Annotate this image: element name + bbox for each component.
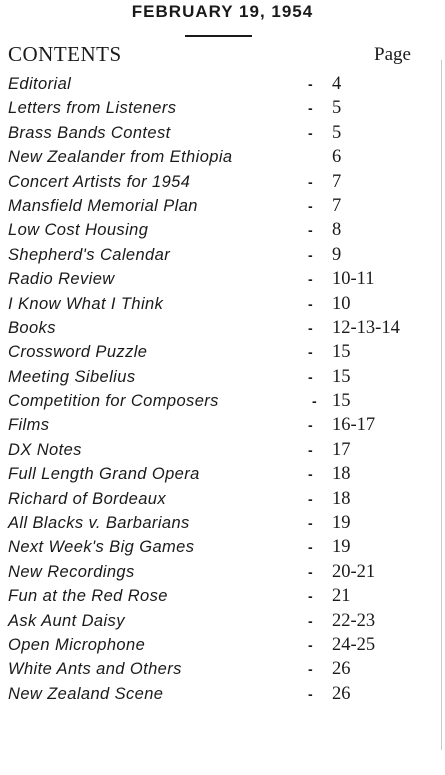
entry-page: 20-21	[332, 561, 376, 582]
toc-entry[interactable]	[8, 438, 445, 462]
entry-dash: -	[308, 636, 313, 653]
entry-title: Crossword Puzzle	[8, 343, 148, 362]
entry-title: DX Notes	[8, 440, 82, 459]
entry-page: 15	[332, 391, 351, 412]
entry-title: Competition for Composers	[8, 392, 219, 411]
entry-title: Low Cost Housing	[8, 221, 149, 240]
entry-title: New Zealander from Ethiopia	[8, 148, 233, 167]
entry-page: 18	[332, 464, 351, 485]
toc-entry[interactable]	[8, 316, 445, 340]
entry-title: New Zealand Scene	[8, 684, 164, 703]
entry-title: I Know What I Think	[8, 294, 164, 313]
entry-dash: -	[308, 173, 313, 190]
toc-entry[interactable]	[8, 413, 445, 437]
toc-entry[interactable]	[8, 560, 445, 584]
entry-page: 26	[332, 659, 351, 680]
toc-entry[interactable]	[8, 218, 445, 242]
entry-page: 12-13-14	[332, 317, 400, 338]
entry-page: 26	[332, 683, 351, 704]
toc-entry[interactable]	[8, 267, 445, 291]
entry-title: Films	[8, 416, 50, 435]
entry-page: 18	[332, 488, 351, 509]
toc-entry[interactable]	[8, 535, 445, 559]
entry-dash: -	[308, 612, 313, 629]
entry-page: 5	[332, 122, 342, 143]
entry-dash: -	[308, 588, 313, 605]
entry-page: 5	[332, 98, 342, 119]
entry-page: 7	[332, 171, 342, 192]
entry-dash: -	[308, 515, 313, 532]
entry-dash: -	[308, 685, 313, 702]
entry-page: 15	[332, 342, 351, 363]
entry-dash: -	[308, 124, 313, 141]
entry-dash: -	[308, 563, 313, 580]
toc-entry[interactable]	[8, 243, 445, 267]
toc-entry[interactable]	[8, 170, 445, 194]
entry-title: White Ants and Others	[8, 660, 182, 679]
entry-dash: -	[308, 76, 313, 92]
entry-dash: -	[308, 661, 313, 678]
page-edge	[441, 60, 442, 750]
entry-page: 19	[332, 537, 351, 558]
entry-title: Concert Artists for 1954	[8, 172, 191, 191]
contents-heading: CONTENTS	[8, 42, 122, 66]
toc-entry[interactable]	[8, 340, 445, 364]
entry-title: Meeting Sibelius	[8, 367, 136, 386]
toc-entry[interactable]	[8, 292, 445, 316]
entry-title: Full Length Grand Opera	[8, 465, 200, 484]
entry-dash: -	[308, 368, 313, 385]
toc-entry[interactable]	[8, 609, 445, 633]
entry-title: Richard of Bordeaux	[8, 489, 167, 508]
toc-entry[interactable]	[8, 194, 445, 218]
title-rule	[185, 35, 252, 37]
entry-page: 24-25	[332, 634, 376, 655]
entry-page: 19	[332, 513, 351, 534]
toc-entry[interactable]	[8, 511, 445, 535]
entry-page: 16-17	[332, 415, 376, 436]
entry-page: 10-11	[332, 269, 375, 290]
entry-dash: -	[308, 344, 313, 361]
entry-title: Next Week's Big Games	[8, 538, 195, 557]
toc-entry[interactable]	[8, 462, 445, 486]
entry-title: Editorial	[8, 75, 72, 93]
entry-dash: -	[308, 441, 313, 458]
toc-entry[interactable]	[8, 72, 445, 96]
entry-dash: -	[308, 271, 313, 288]
entry-title: Shepherd's Calendar	[8, 245, 171, 264]
toc-entry[interactable]	[8, 365, 445, 389]
toc-entry[interactable]	[8, 682, 445, 706]
toc-entry[interactable]	[8, 96, 445, 120]
entry-dash: -	[308, 539, 313, 556]
entry-dash: -	[308, 490, 313, 507]
toc-entry[interactable]	[8, 487, 445, 511]
issue-date: FEBRUARY 19, 1954	[131, 2, 314, 21]
entry-title: New Recordings	[8, 562, 135, 581]
entry-title: Mansfield Memorial Plan	[8, 196, 198, 215]
toc-entry[interactable]	[8, 584, 445, 608]
entry-page: 21	[332, 586, 351, 607]
page-column-heading: Page	[374, 44, 411, 65]
entry-page: 22-23	[332, 610, 376, 631]
entry-page: 7	[332, 195, 342, 216]
entry-page: 17	[332, 439, 351, 460]
entry-title: Books	[8, 318, 56, 337]
toc-entry[interactable]	[8, 657, 445, 681]
entry-title: Fun at the Red Rose	[8, 587, 168, 606]
toc-entry[interactable]	[8, 145, 445, 169]
entry-page: 6	[332, 147, 342, 168]
entry-title: All Blacks v. Barbarians	[8, 514, 190, 533]
entry-page: 9	[332, 244, 342, 265]
entry-title: Open Microphone	[8, 635, 146, 654]
entry-title: Letters from Listeners	[8, 99, 177, 118]
entry-dash: -	[308, 295, 313, 312]
entry-dash: -	[312, 393, 317, 410]
entry-page: 15	[332, 366, 351, 387]
contents-list	[8, 72, 445, 706]
entry-title: Brass Bands Contest	[8, 123, 171, 142]
entry-page: 8	[332, 220, 342, 241]
entry-page: 10	[332, 293, 351, 314]
entry-dash: -	[308, 246, 313, 263]
toc-entry[interactable]	[8, 121, 445, 145]
toc-entry[interactable]	[8, 633, 445, 657]
toc-entry[interactable]	[8, 389, 445, 413]
entry-title: Ask Aunt Daisy	[8, 611, 125, 630]
entry-dash: -	[308, 319, 313, 336]
entry-dash: -	[308, 100, 313, 117]
entry-dash: -	[308, 222, 313, 239]
entry-dash: -	[308, 197, 313, 214]
entry-dash: -	[308, 466, 313, 483]
entry-page: 4	[332, 74, 342, 94]
entry-title: Radio Review	[8, 270, 115, 289]
entry-dash: -	[308, 417, 313, 434]
